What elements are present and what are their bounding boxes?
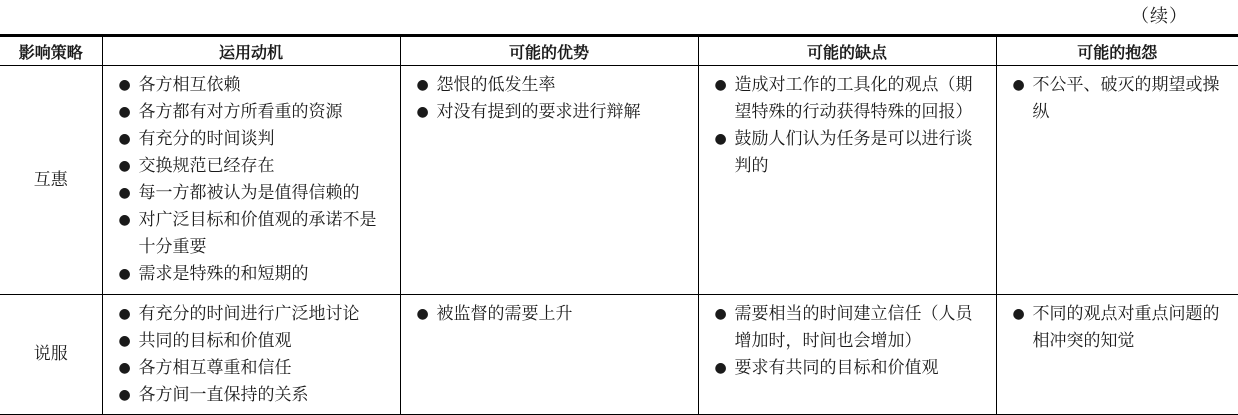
bullet-icon: ● (118, 360, 131, 376)
bullet-icon: ● (416, 77, 429, 93)
list-item-text: 不公平、破灭的期望或操纵 (1032, 75, 1220, 122)
bullet-list (117, 301, 392, 409)
motives-cell (102, 295, 400, 415)
bullet-icon: ● (118, 212, 131, 228)
disadvantages-cell (698, 66, 996, 295)
list-item (1011, 301, 1231, 355)
list-item (713, 301, 988, 355)
list-item-text: 造成对工作的工具化的观点（期望特殊的行动获得特殊的回报） (734, 75, 973, 122)
bullet-list (713, 72, 988, 180)
list-item-text: 各方相互尊重和信任 (138, 358, 292, 378)
bullet-icon: ● (714, 360, 727, 376)
bullet-icon: ● (118, 77, 131, 93)
list-item (713, 355, 988, 382)
list-item (117, 261, 392, 288)
bullet-icon: ● (1012, 306, 1025, 322)
header-complaints: 可能的抱怨 (996, 36, 1238, 66)
list-item-text: 各方都有对方所看重的资源 (138, 102, 343, 122)
bullet-icon: ● (118, 387, 131, 403)
list-item-text: 被监督的需要上升 (436, 304, 573, 324)
bullet-icon: ● (1012, 77, 1025, 93)
header-motives: 运用动机 (102, 36, 400, 66)
list-item (117, 180, 392, 207)
bullet-icon: ● (118, 131, 131, 147)
bullet-icon: ● (118, 185, 131, 201)
complaints-cell (996, 295, 1238, 415)
list-item-text: 各方相互依赖 (138, 75, 241, 95)
table-row (0, 66, 1238, 295)
motives-cell (102, 66, 400, 295)
influence-strategy-table (0, 34, 1238, 415)
header-disadvantages: 可能的缺点 (698, 36, 996, 66)
list-item (415, 72, 690, 99)
list-item-text: 各方间一直保持的关系 (138, 385, 309, 405)
list-item (117, 328, 392, 355)
bullet-icon: ● (118, 158, 131, 174)
bullet-icon: ● (416, 306, 429, 322)
list-item-text: 鼓励人们认为任务是可以进行谈判的 (734, 129, 973, 176)
header-row (0, 36, 1238, 66)
advantages-cell (400, 66, 698, 295)
list-item (117, 301, 392, 328)
bullet-list (117, 72, 392, 288)
header-advantages: 可能的优势 (400, 36, 698, 66)
list-item-text: 怨恨的低发生率 (436, 75, 556, 95)
strategy-cell: 互惠 (0, 66, 102, 295)
bullet-icon: ● (118, 266, 131, 282)
list-item-text: 需要相当的时间建立信任（人员增加时，时间也会增加） (734, 304, 973, 351)
table-row (0, 295, 1238, 415)
list-item-text: 每一方都被认为是值得信赖的 (138, 183, 360, 203)
list-item (713, 126, 988, 180)
bullet-icon: ● (714, 131, 727, 147)
list-item (117, 126, 392, 153)
list-item-text: 要求有共同的目标和价值观 (734, 358, 939, 378)
bullet-icon: ● (714, 77, 727, 93)
list-item (117, 72, 392, 99)
bullet-list (1011, 72, 1231, 126)
bullet-icon: ● (118, 306, 131, 322)
list-item-text: 有充分的时间进行广泛地讨论 (138, 304, 360, 324)
strategy-cell: 说服 (0, 295, 102, 415)
list-item-text: 不同的观点对重点问题的相冲突的知觉 (1032, 304, 1220, 351)
list-item (117, 382, 392, 409)
bullet-list (713, 301, 988, 382)
bullet-icon: ● (714, 306, 727, 322)
advantages-cell (400, 295, 698, 415)
list-item-text: 交换规范已经存在 (138, 156, 275, 176)
list-item (117, 355, 392, 382)
complaints-cell (996, 66, 1238, 295)
list-item-text: 有充分的时间谈判 (138, 129, 275, 149)
bullet-list (1011, 301, 1231, 355)
bullet-icon: ● (118, 104, 131, 120)
list-item (117, 207, 392, 261)
header-strategy: 影响策略 (0, 36, 102, 66)
bullet-list (415, 301, 690, 328)
list-item (117, 153, 392, 180)
disadvantages-cell (698, 295, 996, 415)
list-item (117, 99, 392, 126)
list-item (415, 99, 690, 126)
bullet-icon: ● (118, 333, 131, 349)
bullet-list (415, 72, 690, 126)
list-item-text: 共同的目标和价值观 (138, 331, 292, 351)
list-item (713, 72, 988, 126)
continued-label: （续） (1131, 6, 1188, 27)
bullet-icon: ● (416, 104, 429, 120)
list-item-text: 需求是特殊的和短期的 (138, 264, 309, 284)
list-item-text: 对没有提到的要求进行辩解 (436, 102, 641, 122)
list-item (1011, 72, 1231, 126)
list-item (415, 301, 690, 328)
list-item-text: 对广泛目标和价值观的承诺不是十分重要 (138, 210, 377, 257)
